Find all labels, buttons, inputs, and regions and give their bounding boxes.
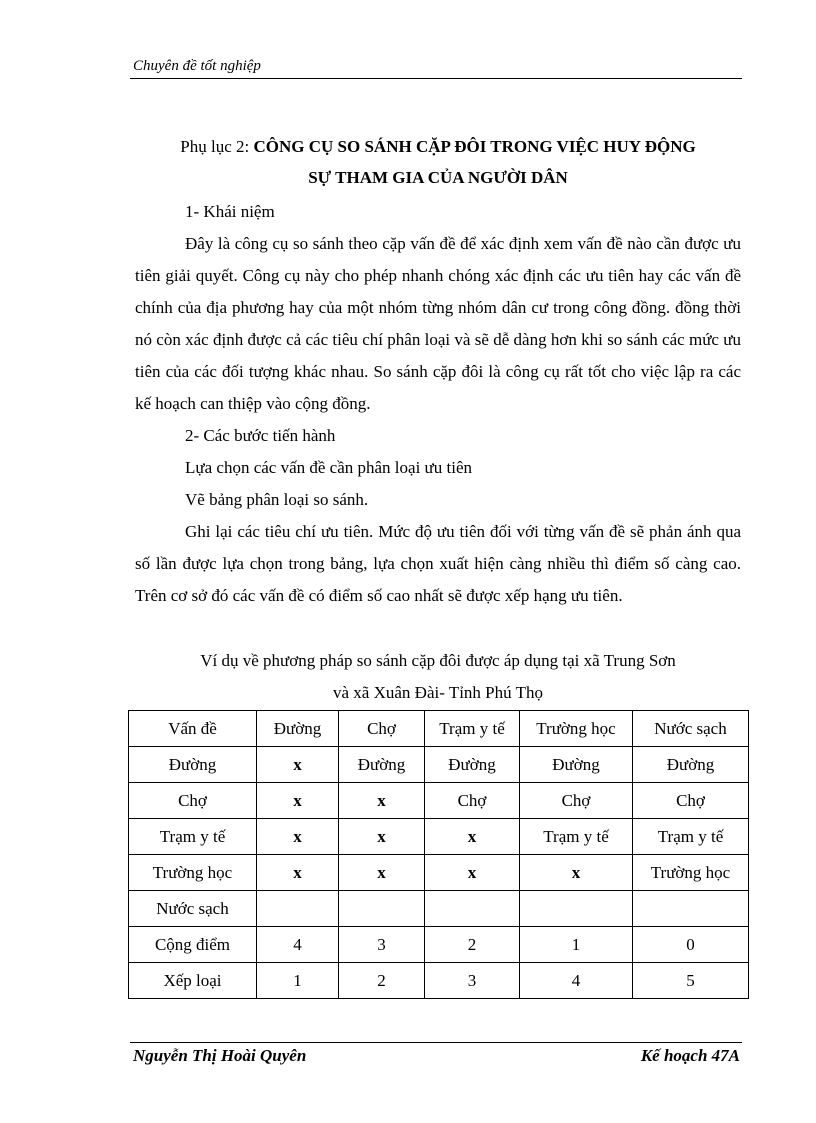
table-header-cell: Trường học [520, 711, 633, 747]
table-cell [520, 891, 633, 927]
table-cell: x [339, 855, 425, 891]
table-row [129, 747, 749, 783]
table-header-cell: Chợ [339, 711, 425, 747]
table-header-cell: Vấn đề [129, 711, 257, 747]
table-cell: x [425, 819, 520, 855]
table-header-cell: Nước sạch [633, 711, 749, 747]
table-cell: 2 [339, 963, 425, 999]
section-heading: 2- Các bước tiến hành [185, 426, 336, 445]
table-cell [633, 891, 749, 927]
running-header: Chuyên đề tốt nghiệp [133, 58, 261, 74]
table-cell: 3 [425, 963, 520, 999]
table-cell [339, 891, 425, 927]
table-cell: 2 [425, 927, 520, 963]
table-header-cell: Trạm y tế [425, 711, 520, 747]
footer-class: Kế hoạch 47A [640, 1046, 740, 1065]
footer-author: Nguyễn Thị Hoài Quyên [133, 1046, 307, 1065]
table-cell: 3 [339, 927, 425, 963]
table-row [129, 855, 749, 891]
table-cell: Chợ [129, 783, 257, 819]
appendix-title-line1: CÔNG CỤ SO SÁNH CẶP ĐÔI TRONG VIỆC HUY ĐỘNG [253, 137, 696, 156]
table-cell: x [339, 819, 425, 855]
table-cell: x [425, 855, 520, 891]
table-cell: Cộng điểm [129, 927, 257, 963]
table-cell: 4 [257, 927, 339, 963]
table-cell: Đường [425, 747, 520, 783]
paragraph: Vẽ bảng phân loại so sánh. [185, 490, 369, 509]
body-text [135, 196, 741, 612]
table-cell [257, 891, 339, 927]
table-cell: Trạm y tế [633, 819, 749, 855]
table-cell: Đường [633, 747, 749, 783]
paragraph: Đây là công cụ so sánh theo cặp vấn đề để xác định xem vấn đề nào cần được ưu tiên giải quyết. Công cụ này cho phép nhanh chóng xác định các ưu tiên hay các vấn đề chính của địa phương hay của một nhóm từng nhóm dân cư trong công đồng. đồng thời nó còn xác định được cả các tiêu chí phân loại và sẽ dễ dàng hơn khi so sánh các mức ưu tiên của các đối tượng khác nhau. So sánh cặp đôi là công cụ rất tốt cho việc lập ra các kế hoạch can thiệp vào cộng đồng. [135, 234, 741, 413]
table-cell: Trường học [129, 855, 257, 891]
table-cell [425, 891, 520, 927]
table-cell: Nước sạch [129, 891, 257, 927]
table-cell: 5 [633, 963, 749, 999]
table-row [129, 783, 749, 819]
table-row [129, 819, 749, 855]
table-cell: 1 [257, 963, 339, 999]
table-cell: Đường [339, 747, 425, 783]
table-cell: Chợ [520, 783, 633, 819]
table-cell: Trường học [633, 855, 749, 891]
comparison-table [128, 710, 749, 999]
table-cell: 1 [520, 927, 633, 963]
table-cell: x [257, 783, 339, 819]
table-cell: x [257, 747, 339, 783]
table-cell: Trạm y tế [129, 819, 257, 855]
paragraph: Lựa chọn các vấn đề cần phân loại ưu tiên [185, 458, 472, 477]
appendix-title-line2: SỰ THAM GIA CỦA NGƯỜI DÂN [308, 168, 568, 187]
table-cell: Chợ [633, 783, 749, 819]
table-cell: x [257, 819, 339, 855]
table-header-cell: Đường [257, 711, 339, 747]
section-heading: 1- Khái niệm [185, 202, 275, 221]
table-caption-line1: Ví dụ về phương pháp so sánh cặp đôi được áp dụng tại xã Trung Sơn [200, 651, 676, 670]
table-cell: 0 [633, 927, 749, 963]
table-header-row [129, 711, 749, 747]
table-row [129, 963, 749, 999]
table-cell: x [339, 783, 425, 819]
table-cell: Chợ [425, 783, 520, 819]
table-cell: 4 [520, 963, 633, 999]
appendix-title [120, 131, 756, 193]
table-cell: x [520, 855, 633, 891]
table-cell: Đường [129, 747, 257, 783]
table-caption [128, 645, 748, 709]
table-caption-line2: và xã Xuân Đài- Tỉnh Phú Thọ [333, 683, 543, 702]
table-cell: x [257, 855, 339, 891]
table-cell: Xếp loại [129, 963, 257, 999]
table-row [129, 891, 749, 927]
header-rule [130, 78, 742, 79]
paragraph: Ghi lại các tiêu chí ưu tiên. Mức độ ưu tiên đối với từng vấn đề sẽ phản ánh qua số lần được lựa chọn trong bảng, lựa chọn xuất hiện càng nhiều thì điểm số càng cao. Trên cơ sở đó các vấn đề có điểm số cao nhất sẽ được xếp hạng ưu tiên. [135, 522, 741, 605]
table-cell: Đường [520, 747, 633, 783]
table-cell: Trạm y tế [520, 819, 633, 855]
appendix-prefix: Phụ lục 2: [180, 137, 254, 156]
table-row [129, 927, 749, 963]
footer-rule [130, 1042, 742, 1043]
